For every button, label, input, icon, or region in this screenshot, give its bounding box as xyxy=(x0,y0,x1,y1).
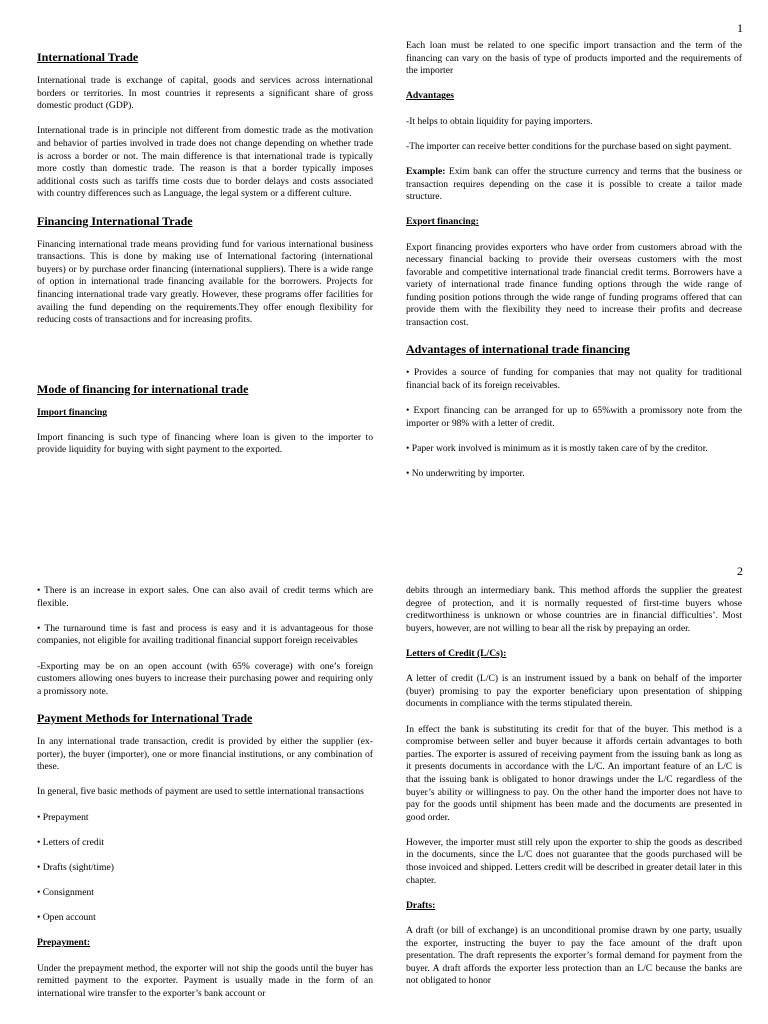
page-number: 2 xyxy=(737,564,743,578)
subheading-letters-of-credit: Letters of Credit (L/Cs): xyxy=(406,647,507,659)
example-text: Exim bank can offer the structure currency and terms that the business or transaction requires depending on the case it is possible to create a tailor made structure. xyxy=(406,165,742,203)
page1-left-column xyxy=(37,40,373,470)
paragraph: In effect the bank is substituting its credit for that of the buyer. This method is a compromise between seller and buyer because it affords certain advantages to both parties. The exporter is assured of receiving payment from the issuing bank as long as it presents documents in accordance with the L/C. An important feature of an L/C is that the issuing bank is obligated to honor drawings under the L/C regardless of the buyer’s ability or willingness to pay. On the other hand the importer does not have to pay for the goods until shipment has been made and the documents are presented in good order. xyxy=(406,723,742,823)
paragraph: Each loan must be related to one specific import transaction and the term of the financing can vary on the basis of type of products imported and the requirements of the importer xyxy=(406,40,742,77)
bullet-item: • Paper work involved is minimum as it is mostly taken care of by the creditor. xyxy=(406,442,708,454)
paragraph: International trade is in principle not different from domestic trade as the motivation and behavior of parties involved in trade does not change depending on whether trade is across a border or not. The main difference is that international trade is typically more costly than domestic trade. The reason is that a border typically imposes additional costs such as tariffs time costs due to border delays and costs associated with country differences such as Language, the legal system or a different culture. xyxy=(37,125,373,200)
page2-left-column xyxy=(37,585,373,1013)
bullet-item: • There is an increase in export sales. One can also avail of credit terms which are flexible. xyxy=(37,585,373,609)
heading-international-trade: International Trade xyxy=(37,50,139,64)
paragraph: In general, five basic methods of payment are used to settle international transactions xyxy=(37,786,364,798)
paragraph: A letter of credit (L/C) is an instrument issued by a bank on behalf of the importer (buyer) promising to pay the exporter beneficiary upon presentation of shipping documents in compliance with the terms stipulated therein. xyxy=(406,673,742,710)
example-label: Example: xyxy=(406,165,446,177)
heading-advantages-itf: Advantages of international trade financing xyxy=(406,342,631,357)
subheading-export-financing: Export financing: xyxy=(406,216,479,228)
paragraph: -The importer can receive better conditions for the purchase based on sight payment. xyxy=(406,140,732,152)
heading-payment-methods: Payment Methods for International Trade xyxy=(37,710,253,725)
page2-right-column xyxy=(406,585,742,1001)
paragraph: Financing international trade means providing fund for various international business transactions. This is done by making use of International factoring (international buyers) or by purchase order financing (international suppliers). There is a wide range of option in international trade financing available for the borrowers. Projects for financing international trade vary greatly. However, these programs offer facilities for availing the fund depending on the requirements.They offer enough flexibility for reducing costs of transactions and for increasing profits. xyxy=(37,238,373,326)
method-item: • Letters of credit xyxy=(37,836,105,848)
bullet-item: • The turnaround time is fast and process is easy and it is advantageous for those companies, not eligible for availing traditional financial support foreign receivables xyxy=(37,622,373,647)
paragraph: In any international trade transaction, credit is provided by either the supplier (ex-porter), the buyer (importer), one or more financial institutions, or any combination of these. xyxy=(37,735,373,773)
subheading-prepayment: Prepayment: xyxy=(37,937,91,949)
bullet-item: • Export financing can be arranged for up to 65%with a promissory note from the importer or 98% with a letter of credit. xyxy=(406,405,742,429)
method-item: • Consignment xyxy=(37,887,94,899)
bullet-item: • No underwriting by importer. xyxy=(406,468,525,479)
page-2 xyxy=(0,545,768,1024)
paragraph: Under the prepayment method, the exporter will not ship the goods until the buyer has remitted payment to the exporter. Payment is usually made in the form of an international wire transfer to the exporter’s bank account or xyxy=(37,962,373,999)
paragraph: A draft (or bill of exchange) is an unconditional promise drawn by one party, usually the exporter, instructing the buyer to pay the face amount of the draft upon presentation. The draft represents the exporter’s formal demand for payment from the buyer. A draft affords the exporter less protection than an L/C because the banks are not obligated to honor xyxy=(406,925,742,987)
paragraph: -It helps to obtain liquidity for paying importers. xyxy=(406,115,593,127)
method-item: • Prepayment xyxy=(37,811,89,823)
subheading-advantages: Advantages xyxy=(406,90,454,102)
paragraph: -Exporting may be on an open account (with 65% coverage) with one’s foreign customers allowing ones buyers to increase their purchasing power and requiring only a promissory note. xyxy=(37,660,373,697)
method-item: • Drafts (sight/time) xyxy=(37,861,114,873)
bullet-item: • Provides a source of funding for companies that may not quality for traditional financial back of its foreign receivables. xyxy=(406,367,742,391)
subheading-drafts: Drafts: xyxy=(406,899,436,911)
heading-mode-of-financing: Mode of financing for international trade xyxy=(37,381,249,396)
paragraph: International trade is exchange of capital, goods and services across international borders or territories. In most countries it represents a significant share of gross domestic product (GDP). xyxy=(37,75,373,112)
method-item: • Open account xyxy=(37,912,96,924)
page-number: 1 xyxy=(737,21,743,35)
paragraph: However, the importer must still rely upon the exporter to ship the goods as described in the documents, since the L/C does not guarantee that the goods purchased will be those invoiced and shipped. Letters credit will be described in greater detail later in this chapter. xyxy=(406,836,742,886)
paragraph: Import financing is such type of financing where loan is given to the importer to provide liquidity for buying with sight payment to the exported. xyxy=(37,431,373,456)
paragraph: Export financing provides exporters who have order from customers abroad with the necessary financial backing to provide their overseas customers with the most favorable and competitive international trade financial credit terms. Borrowers have a variety of international trade finance funding options through the wide range of funding position potions through the wide range of funding programs offered that can provide them with the flexibility they need to increase their profits and decrease transaction cost. xyxy=(406,241,742,329)
heading-financing-international-trade: Financing International Trade xyxy=(37,213,193,228)
example-paragraph xyxy=(406,166,742,204)
paragraph: debits through an intermediary bank. This method affords the supplier the greatest degree of protection, and it is normally requested of first-time buyers whose creditworthiness is unknown or whose countries are in financial difficulties’. Most buyers, however, are not willing to bear all the risk by prepaying an order. xyxy=(406,585,742,634)
page1-right-column xyxy=(406,40,742,493)
subheading-import-financing: Import financing xyxy=(37,406,108,418)
